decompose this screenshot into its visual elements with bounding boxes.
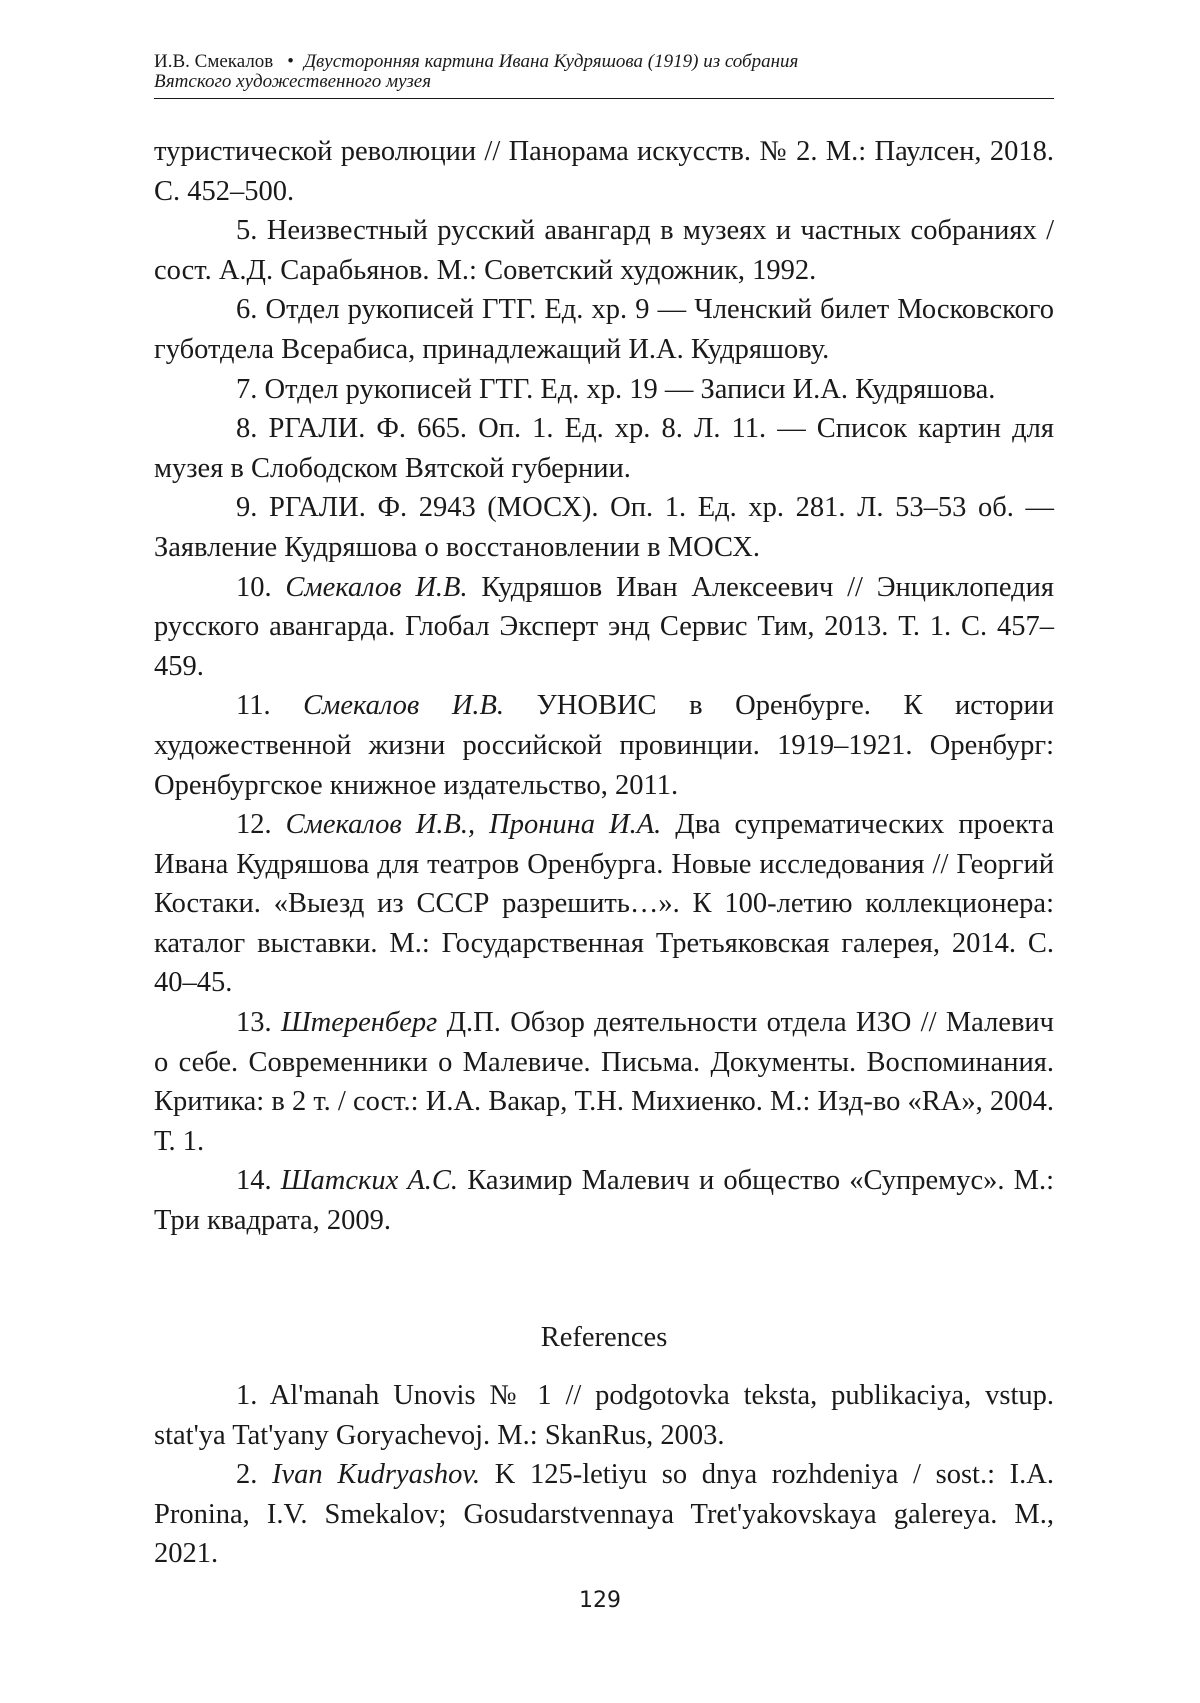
reference-item-1: [154, 1376, 1054, 1455]
item-author: Штеренберг: [281, 1007, 437, 1038]
item-text: Д.П. Обзор деятельности отдела ИЗО // Малевич о себе. Современники о Малевиче. Письма. Документы. Воспоминания. Критика: в 2 т. / сост.: И.А. Вакар, Т.Н. Михиенко. М.: Изд-во «RA», 2004. Т. 1.: [154, 1007, 1054, 1157]
running-header: [154, 52, 1054, 99]
item-number: 12.: [236, 809, 272, 840]
bibliography-item-8: 8. РГАЛИ. Ф. 665. Оп. 1. Ед. хр. 8. Л. 11. — Список картин для музея в Слободском Вятской губернии.: [154, 409, 1054, 488]
item-number: 2.: [236, 1459, 257, 1490]
item-number: 10.: [236, 572, 272, 603]
item-author: Шатских А.С.: [281, 1165, 458, 1196]
item-number: 13.: [236, 1007, 272, 1038]
bibliography-item-11: [154, 686, 1054, 805]
journal-page: [0, 0, 1200, 1703]
item-author: Ivan Kudryashov.: [272, 1459, 480, 1490]
bibliography-item-10: [154, 568, 1054, 687]
item-author: Смекалов И.В.: [303, 690, 504, 721]
bibliography-item-5: 5. Неизвестный русский авангард в музеях и частных собраниях / сост. А.Д. Сарабьянов. М.: Советский художник, 1992.: [154, 211, 1054, 290]
bibliography-item-13: [154, 1003, 1054, 1161]
references-heading: References: [154, 1318, 1054, 1358]
item-number: 11.: [236, 690, 271, 721]
bibliography-item-14: [154, 1161, 1054, 1240]
item-text: УНОВИС в Оренбурге. К истории художественной жизни российской провинции. 1919–1921. Оренбург: Оренбургское книжное издательство, 2011.: [154, 690, 1054, 800]
bibliography-item-9: 9. РГАЛИ. Ф. 2943 (МОСХ). Оп. 1. Ед. хр. 281. Л. 53–53 об. — Заявление Кудряшова о восстановлении в МОСХ.: [154, 488, 1054, 567]
item-number: 1.: [236, 1380, 257, 1411]
bibliography-list: [154, 132, 1054, 1241]
header-title-line2: Вятского художественного музея: [154, 72, 1054, 92]
item-text: Кудряшов Иван Алексеевич // Энциклопедия русского авангарда. Глобал Эксперт энд Сервис Тим, 2013. Т. 1. С. 457–459.: [154, 572, 1054, 682]
running-header-line1: [154, 52, 1054, 72]
item-author: Смекалов И.В.: [285, 572, 467, 603]
item-author: Смекалов И.В., Пронина И.А.: [286, 809, 662, 840]
reference-item-2: [154, 1455, 1054, 1574]
item-text: Al'manah Unovis № 1 // podgotovka teksta, publikaciya, vstup. stat'ya Tat'yany Goryachevoj. M.: SkanRus, 2003.: [154, 1380, 1054, 1451]
references-list: [154, 1376, 1054, 1574]
header-author: И.В. Смекалов: [154, 51, 273, 72]
bibliography-item-7: 7. Отдел рукописей ГТГ. Ед. хр. 19 — Записи И.А. Кудряшова.: [154, 370, 1054, 410]
bibliography-continuation: туристической революции // Панорама искусств. № 2. М.: Паулсен, 2018. С. 452–500.: [154, 132, 1054, 211]
header-separator: •: [287, 51, 294, 72]
bibliography-item-6: 6. Отдел рукописей ГТГ. Ед. хр. 9 — Членский билет Московского губотдела Всерабиса, принадлежащий И.А. Кудряшову.: [154, 290, 1054, 369]
header-title-line1: Двусторонняя картина Ивана Кудряшова (1919) из собрания: [304, 51, 798, 72]
page-number: 129: [0, 1588, 1200, 1614]
item-text: Казимир Малевич и общество «Супремус». М.: Три квадрата, 2009.: [154, 1165, 1054, 1236]
item-text: K 125-letiyu so dnya rozhdeniya / sost.: I.A. Pronina, I.V. Smekalov; Gosudarstvennaya Tret'yakovskaya galereya. M., 2021.: [154, 1459, 1054, 1569]
bibliography-item-12: [154, 805, 1054, 1003]
item-text: Два супрематических проекта Ивана Кудряшова для театров Оренбурга. Новые исследования // Георгий Костаки. «Выезд из СССР разрешить…». К 100-летию коллекционера: каталог выставки. М.: Государственная Третьяковская галерея, 2014. С. 40–45.: [154, 809, 1054, 998]
item-number: 14.: [236, 1165, 272, 1196]
